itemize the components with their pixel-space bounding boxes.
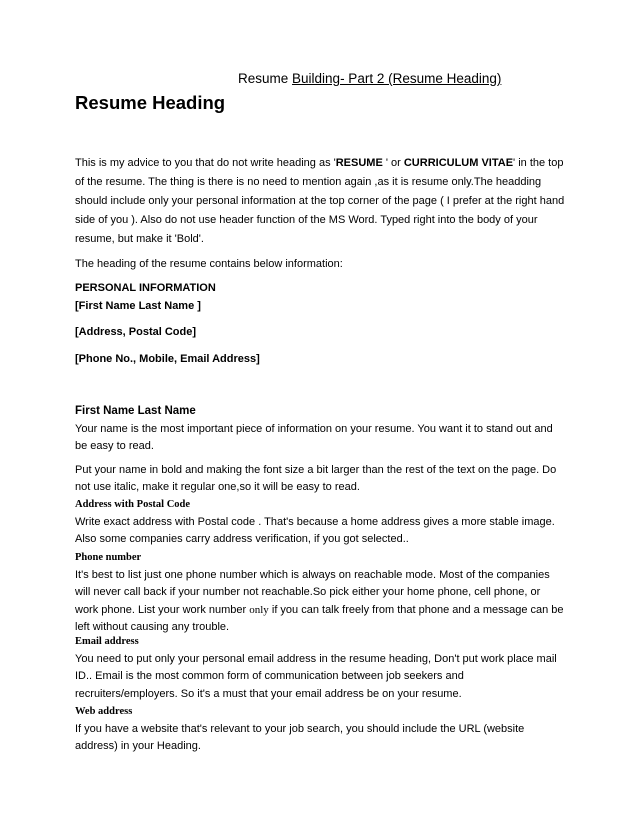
intro-paragraph bbox=[75, 154, 565, 249]
personal-info-label: PERSONAL INFORMATION bbox=[75, 282, 216, 294]
intro-text-1: This is my advice to you that do not write heading as ' bbox=[75, 157, 336, 169]
section-address-heading: Address with Postal Code bbox=[75, 499, 191, 510]
section-name-heading: First Name Last Name bbox=[75, 405, 196, 417]
section-email bbox=[75, 633, 565, 703]
title-underlined: Building- Part 2 (Resume Heading) bbox=[292, 71, 502, 86]
section-address-p1: Write exact address with Postal code . That's because a home address gives a more stable image. Also some companies carry address verification, if you got selected.. bbox=[75, 515, 555, 545]
title-prefix: Resume bbox=[238, 71, 293, 86]
section-phone-heading: Phone number bbox=[75, 552, 142, 563]
document-title bbox=[238, 71, 501, 86]
section-web-p1: If you have a website that's relevant to your job search, you should include the URL (website address) in your Heading. bbox=[75, 722, 525, 752]
intro-text-3: ' in the top of the resume. The thing is there is no need to mention again ,as it is resume only.The headding should include only your personal information at the top corner of the page ( I prefer at the right hand side of you ). Also do not use header function of the MS Word. Typed right into the body of your resume, but make it 'Bold'. bbox=[75, 157, 565, 245]
section-phone-p1 bbox=[75, 567, 565, 637]
personal-info-phone: [Phone No., Mobile, Email Address] bbox=[75, 353, 260, 365]
personal-info-name: [First Name Last Name ] bbox=[75, 300, 201, 312]
phone-text-b: if you can talk freely from that phone and a message can be left without causing any trouble. bbox=[75, 603, 564, 633]
intro-cv-bold: CURRICULUM VITAE bbox=[403, 157, 514, 169]
section-email-heading: Email address bbox=[75, 636, 139, 647]
page-heading: Resume Heading bbox=[75, 92, 226, 113]
phone-text-a: It's best to list just one phone number which is always on reachable mode. Most of the companies will never call back if your number not reachable.So pick either your home phone, cell phone, or work phone. List your work number bbox=[75, 568, 550, 616]
intro-resume-bold: RESUME bbox=[335, 157, 383, 169]
section-web bbox=[75, 703, 565, 756]
section-web-heading: Web address bbox=[75, 706, 133, 717]
section-name bbox=[75, 403, 565, 497]
personal-info-address: [Address, Postal Code] bbox=[75, 326, 197, 338]
intro-text-2: ' or bbox=[382, 157, 404, 169]
heading-contains-line: The heading of the resume contains below information: bbox=[75, 258, 343, 270]
section-email-p1: You need to put only your personal email address in the resume heading, Don't put work place mail ID.. Email is the most common form of communication between job seekers and recruiters/employers. So it's a must that your email address be on your resume. bbox=[75, 652, 557, 700]
section-phone bbox=[75, 549, 565, 637]
section-name-p2: Put your name in bold and making the font size a bit larger than the rest of the text on the page. Do not use italic, make it regular one,so it will be easy to read. bbox=[75, 463, 557, 493]
phone-only: only bbox=[249, 603, 269, 616]
section-address bbox=[75, 496, 565, 549]
section-name-p1: Your name is the most important piece of information on your resume. You want it to stand out and be easy to read. bbox=[75, 422, 553, 452]
